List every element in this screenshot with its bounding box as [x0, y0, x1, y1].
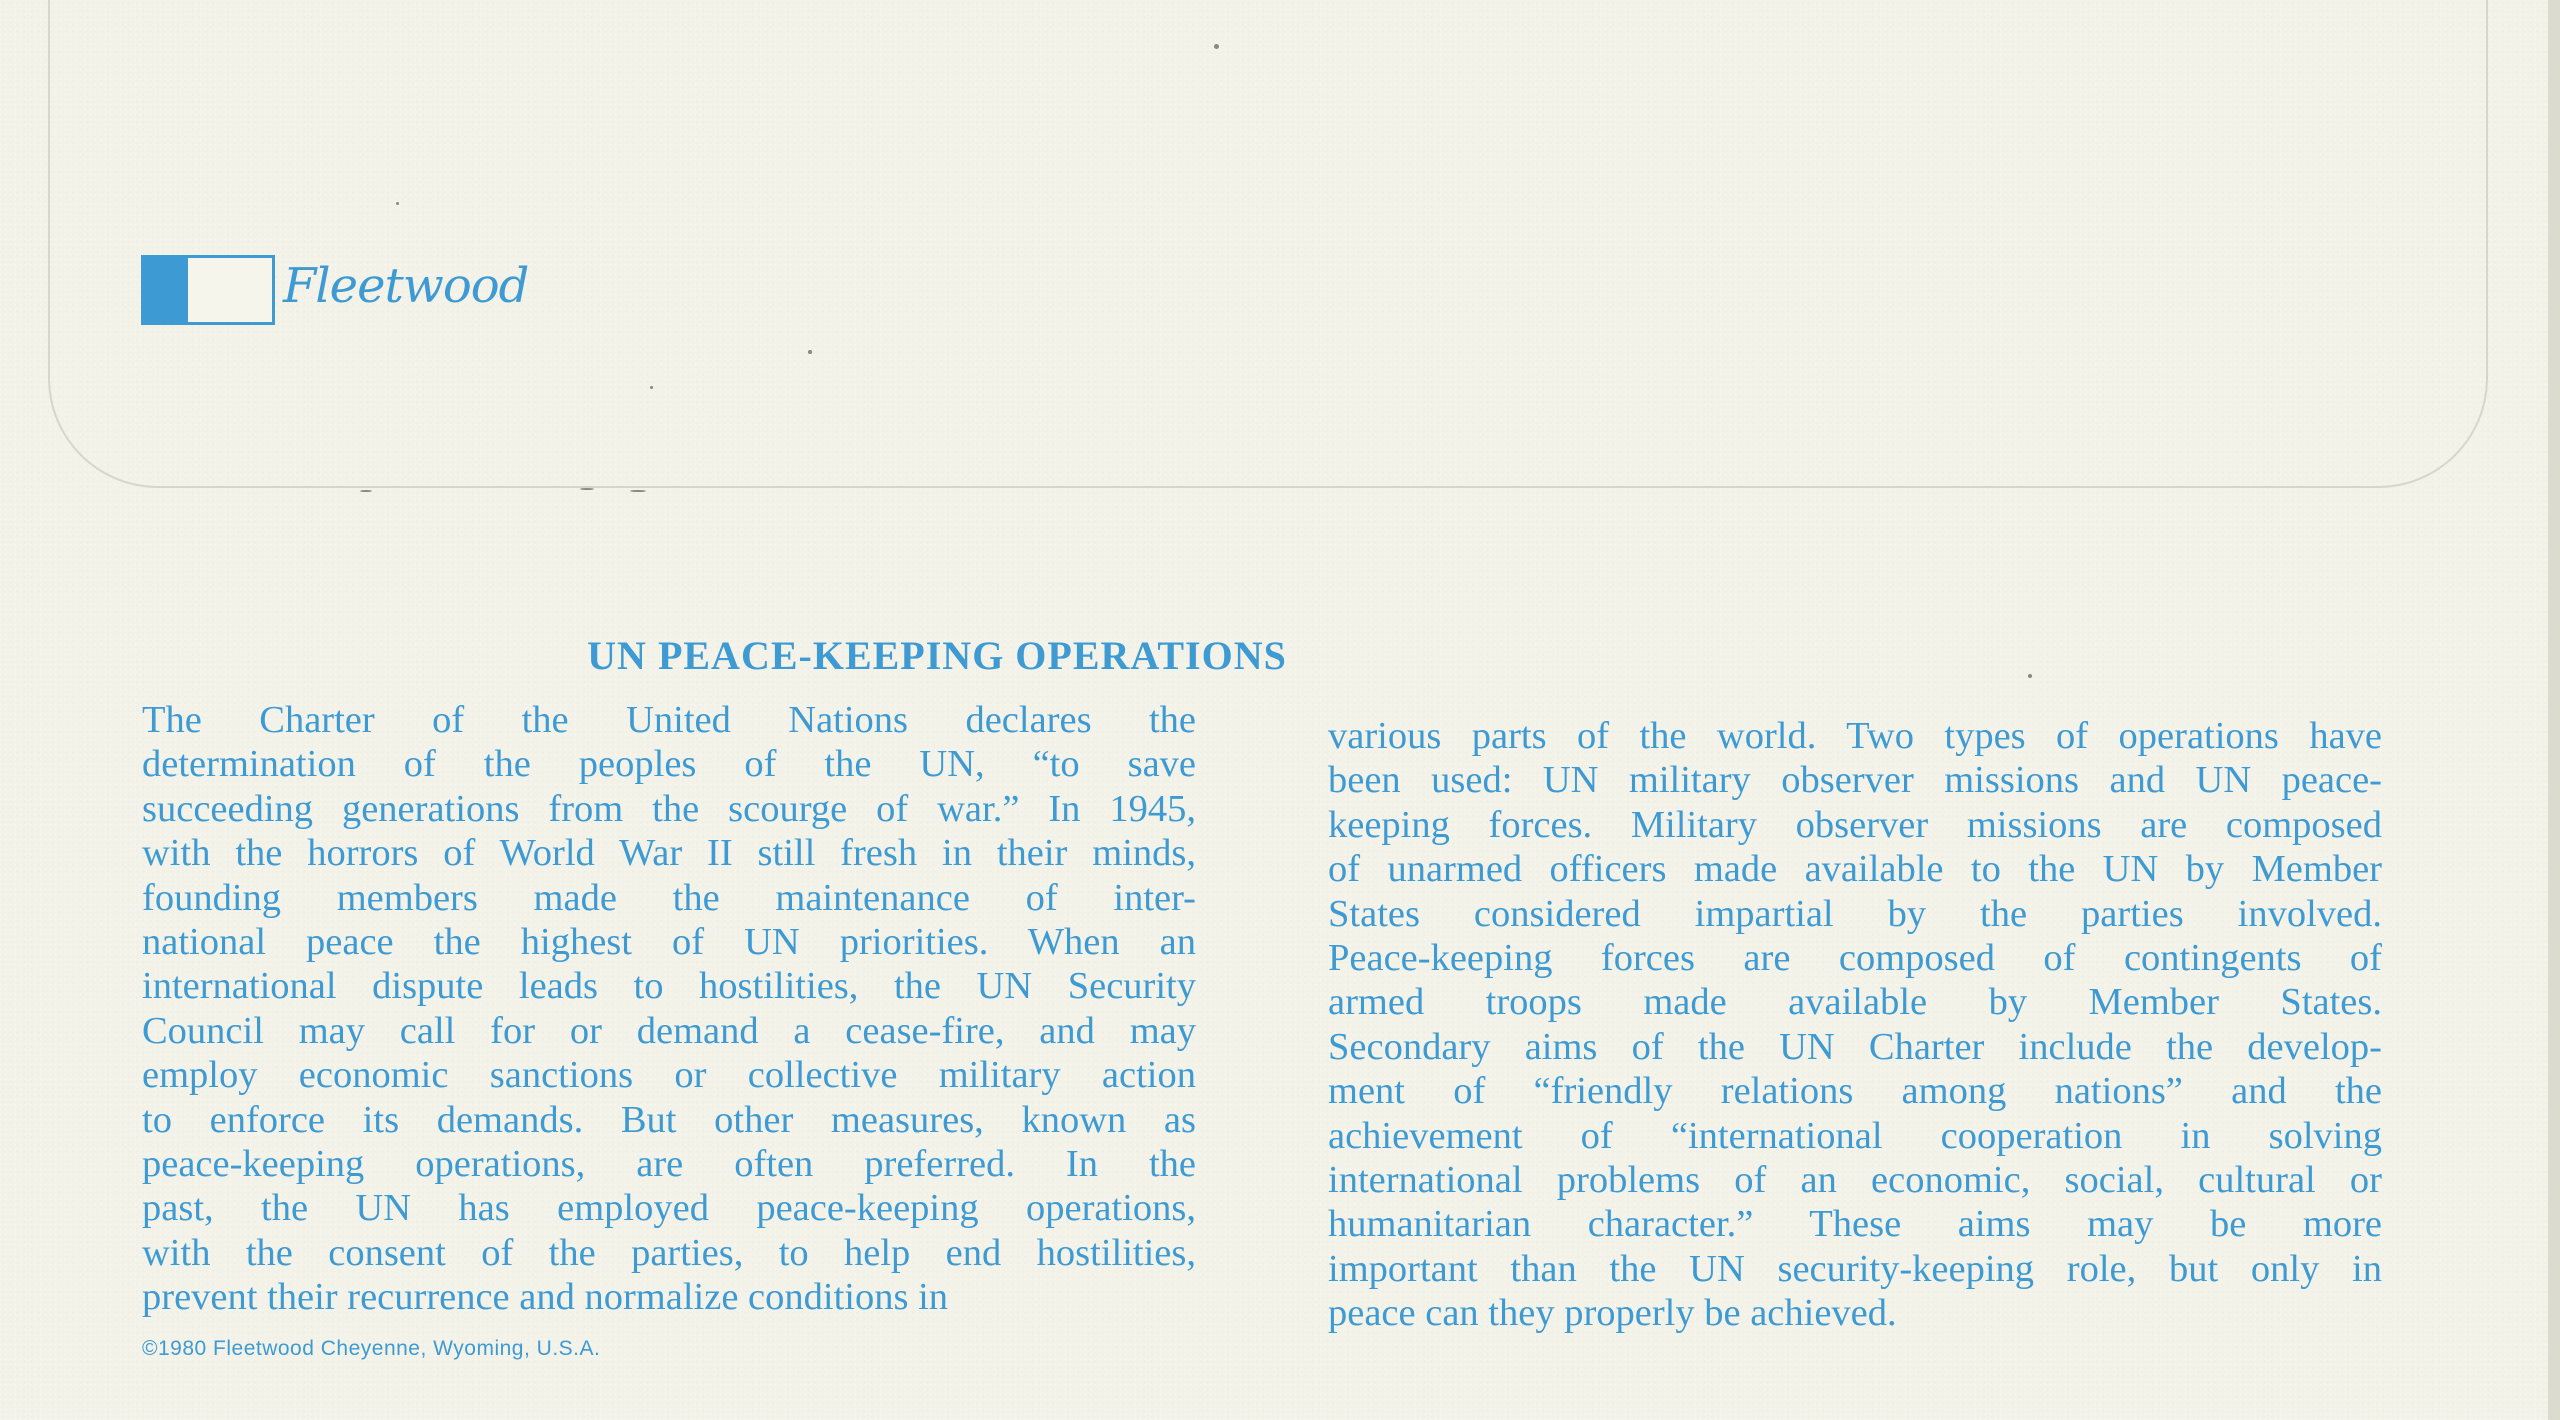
paper-speck: [808, 350, 812, 354]
text-line: been used: UN military observer missions and UN peace-: [1328, 759, 2382, 802]
paper-speck: [580, 488, 594, 490]
envelope-flap: [48, 0, 2488, 488]
text-line: determination of the peoples of the UN, “to save: [142, 743, 1196, 786]
text-line: Council may call for or demand a cease-fire, and may: [142, 1009, 1196, 1052]
text-line: of unarmed officers made available to the UN by Member: [1328, 848, 2382, 891]
logo-fill-block: [144, 258, 188, 322]
text-line: past, the UN has employed peace-keeping operations,: [142, 1187, 1196, 1230]
text-line: important than the UN security-keeping role, but only in: [1328, 1247, 2382, 1290]
text-line: to enforce its demands. But other measures, known as: [142, 1098, 1196, 1141]
text-line: succeeding generations from the scourge of war.” In 1945,: [142, 787, 1196, 830]
envelope-edge: [2548, 0, 2560, 1420]
text-line: armed troops made available by Member States.: [1328, 981, 2382, 1024]
text-line: The Charter of the United Nations declares the: [142, 699, 1196, 741]
text-line: international dispute leads to hostilities, the UN Security: [142, 965, 1196, 1008]
text-line: ment of “friendly relations among nations” and the: [1328, 1070, 2382, 1113]
right-text-column: [1328, 714, 2382, 1335]
text-line: peace can they properly be achieved.: [1328, 1292, 1897, 1335]
text-line: national peace the highest of UN priorities. When an: [142, 920, 1196, 963]
text-line: founding members made the maintenance of inter-: [142, 876, 1196, 919]
text-line: humanitarian character.” These aims may be more: [1328, 1203, 2382, 1246]
fleetwood-logo-text: Fleetwood: [283, 258, 529, 314]
text-line: various parts of the world. Two types of operations have: [1328, 715, 2382, 757]
left-text-column: [142, 698, 1196, 1319]
text-line: keeping forces. Military observer missions are composed: [1328, 803, 2382, 846]
text-line: with the consent of the parties, to help end hostilities,: [142, 1231, 1196, 1274]
fleetwood-logo-mark: [141, 255, 275, 325]
text-line: achievement of “international cooperation in solving: [1328, 1114, 2382, 1157]
copyright-notice: ©1980 Fleetwood Cheyenne, Wyoming, U.S.A.: [142, 1337, 601, 1360]
text-line: with the horrors of World War II still fresh in their minds,: [142, 832, 1196, 875]
text-line: prevent their recurrence and normalize conditions in: [142, 1276, 949, 1319]
text-line: States considered impartial by the parties involved.: [1328, 892, 2382, 935]
paper-speck: [650, 386, 653, 389]
paper-speck: [396, 202, 399, 205]
paper-speck: [630, 490, 646, 492]
text-line: employ economic sanctions or collective military action: [142, 1054, 1196, 1097]
paper-speck: [1214, 44, 1219, 49]
text-line: international problems of an economic, social, cultural or: [1328, 1158, 2382, 1201]
paper-speck: [360, 490, 372, 492]
text-line: Secondary aims of the UN Charter include the develop-: [1328, 1025, 2382, 1068]
paper-speck: [2028, 674, 2032, 678]
text-line: Peace-keeping forces are composed of contingents of: [1328, 936, 2382, 979]
text-line: peace-keeping operations, are often preferred. In the: [142, 1142, 1196, 1185]
insert-heading: UN PEACE-KEEPING OPERATIONS: [587, 633, 1287, 678]
